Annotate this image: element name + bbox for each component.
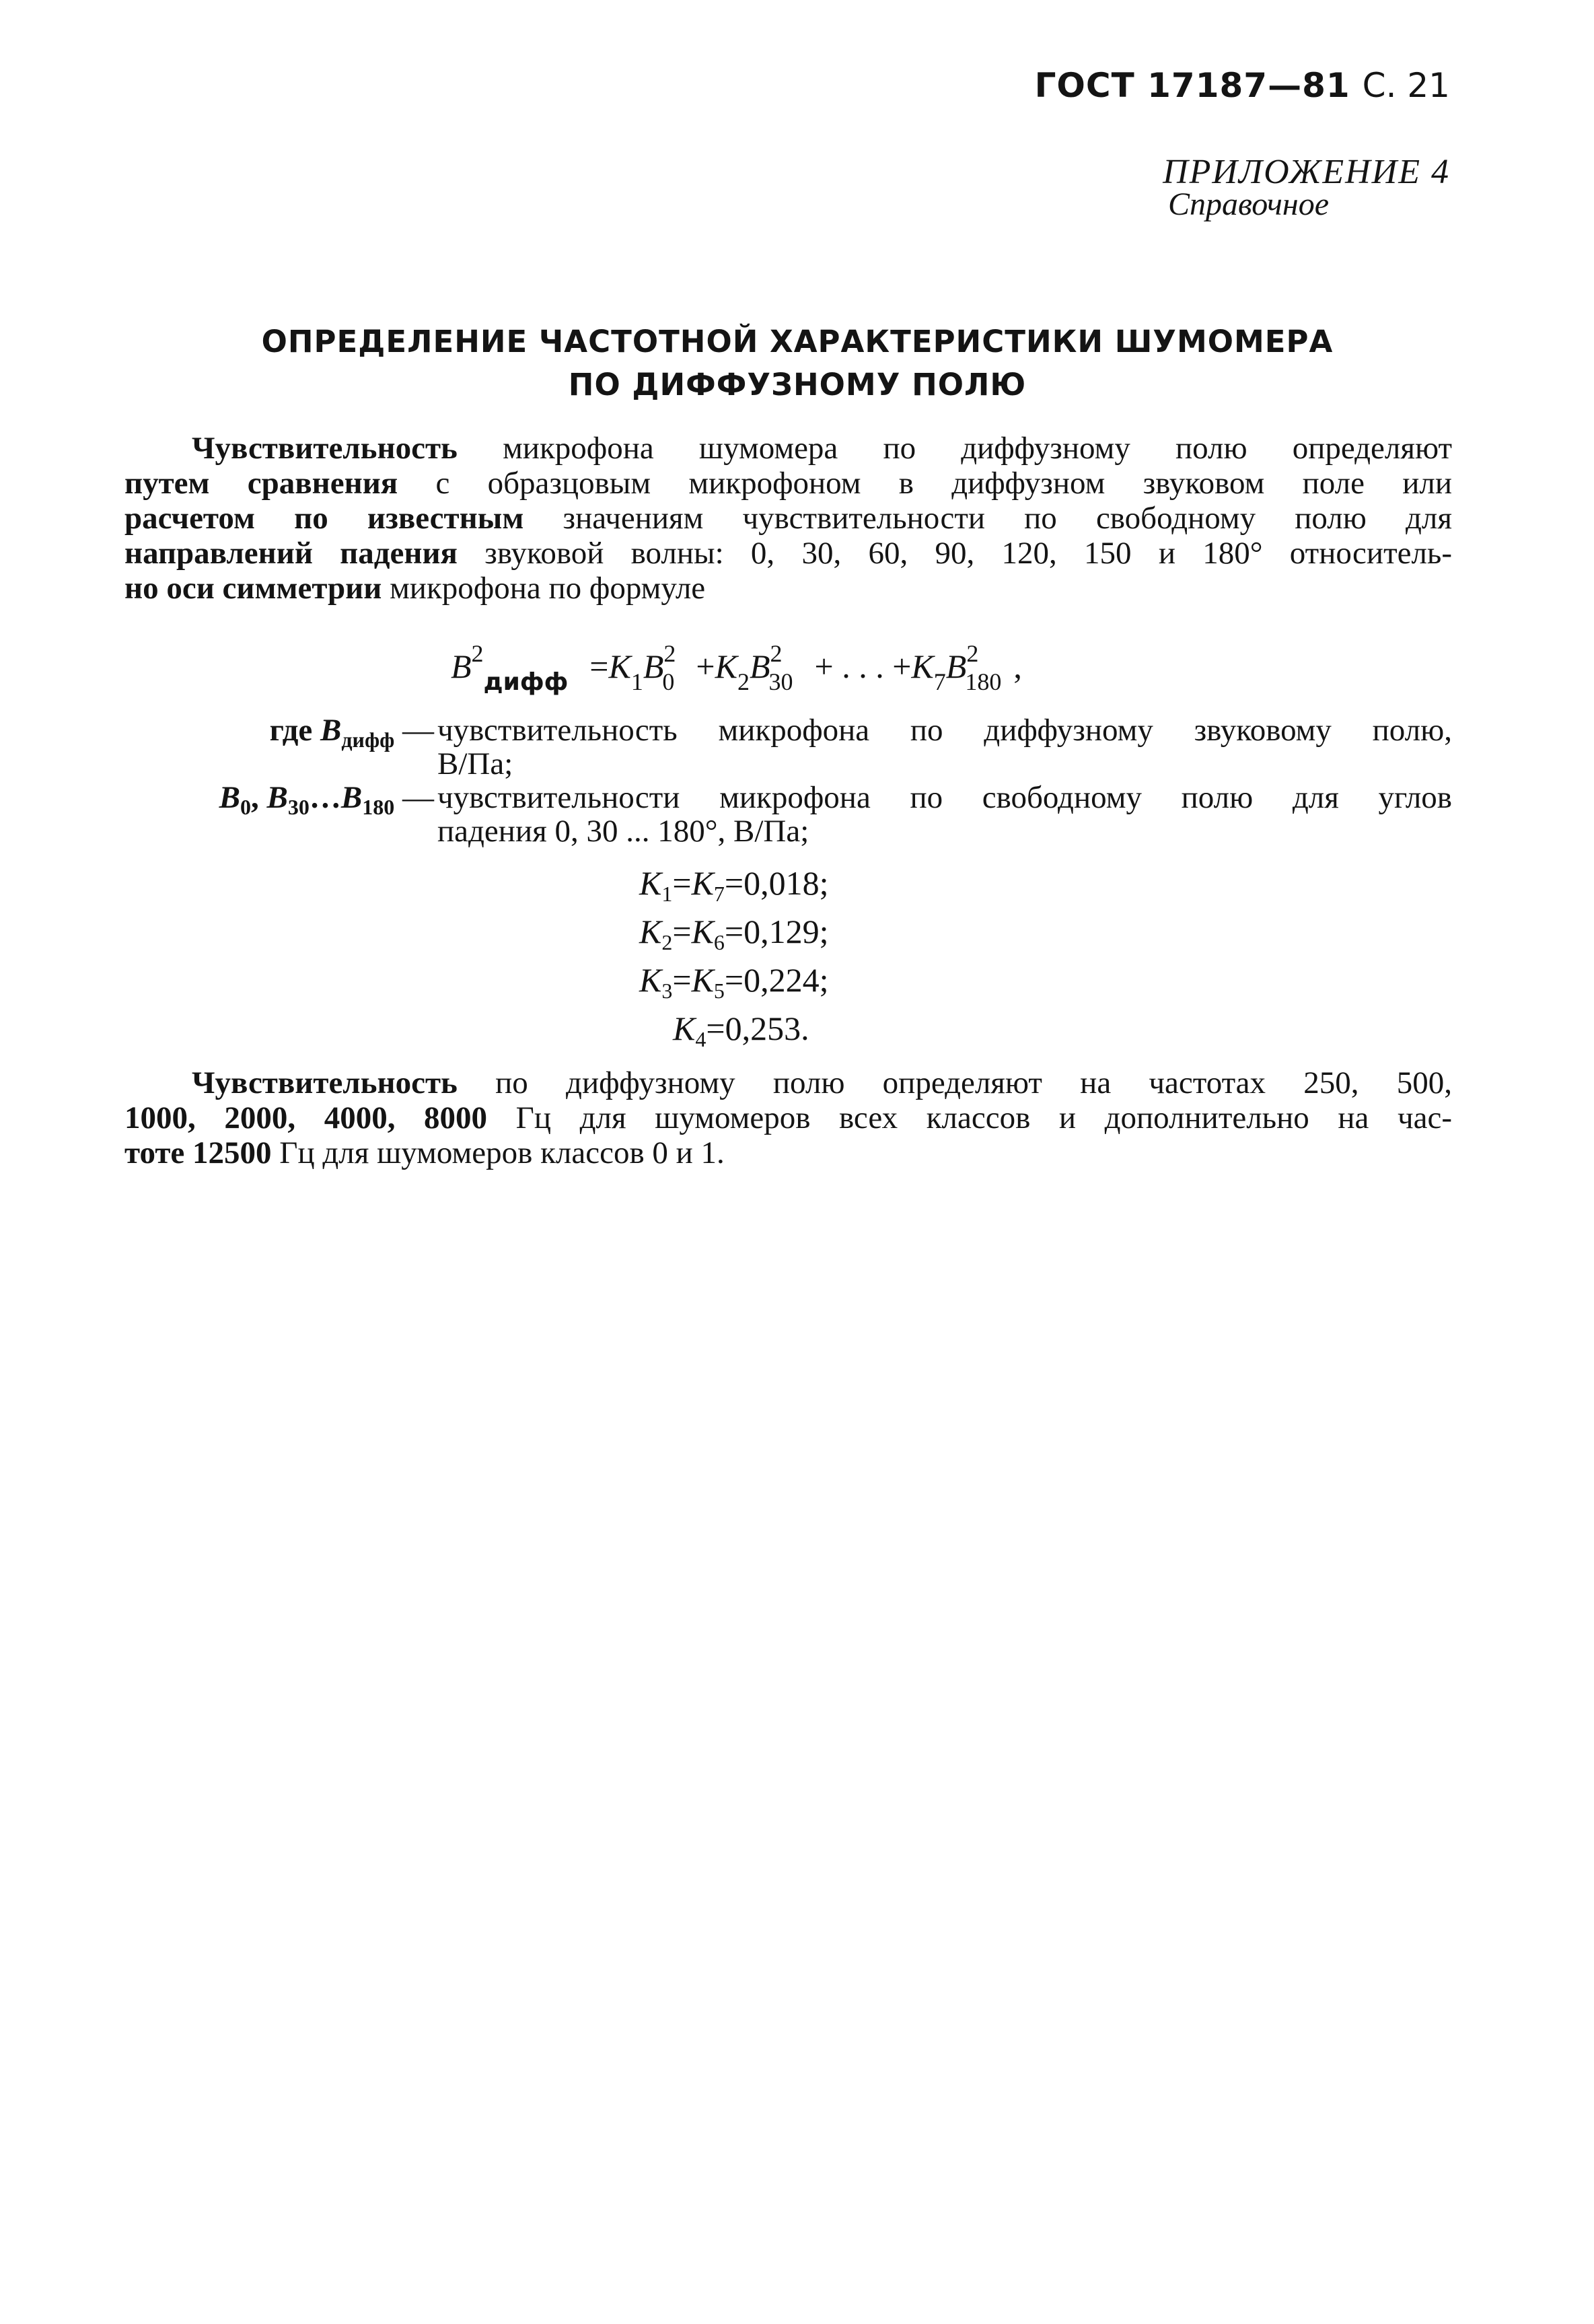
formula-symbol: B — [945, 647, 967, 685]
term-dash: — — [394, 780, 434, 815]
formula-exponent: 2 — [471, 640, 484, 667]
coefficient-k1-k7 — [639, 864, 829, 906]
coefficient-value: 0,224; — [744, 961, 829, 999]
paragraph-line — [124, 501, 1452, 536]
line-text: звуковой волны: 0, 30, 60, 90, 120, 150 и 180° относитель- — [458, 536, 1453, 571]
equals-sign: = — [672, 961, 692, 999]
definitions — [124, 713, 1452, 848]
bold-term: направлений падения — [124, 536, 458, 571]
k-symbol: K — [691, 864, 714, 902]
formula-subscript: дифф — [483, 668, 569, 696]
coefficient-value: 0,253. — [725, 1010, 809, 1047]
description-line: чувствительности микрофона по свободному полю для углов — [437, 780, 1452, 815]
standard-number: ГОСТ 17187—81 — [1034, 66, 1350, 105]
paragraph-line — [124, 1135, 1452, 1170]
term-subscript: дифф — [341, 728, 395, 752]
line-text: микрофона по формуле — [382, 571, 706, 606]
equals-sign: = — [672, 913, 692, 950]
k-symbol: K — [673, 1010, 696, 1047]
line-text: значениям чувствительности по свободному полю для — [523, 501, 1453, 536]
k-symbol: K — [639, 864, 662, 902]
formula-operator: + — [696, 647, 715, 685]
equals-sign: = — [672, 864, 692, 902]
formula-exponent: 2 — [663, 640, 676, 667]
term-separator: , — [251, 780, 267, 815]
intro-paragraph — [124, 431, 1452, 606]
paragraph-line — [124, 1100, 1452, 1135]
formula-exponent: 2 — [966, 640, 979, 667]
page-header — [1009, 66, 1450, 105]
description-line: падения 0, 30 ... 180°, В/Па; — [437, 814, 809, 849]
description-line: В/Па; — [437, 746, 513, 781]
coefficient-k4 — [673, 1009, 809, 1051]
formula-subscript: 180 — [965, 668, 1002, 695]
formula-operator: + . . . + — [814, 647, 912, 685]
formula-exponent: 2 — [770, 640, 783, 667]
k-symbol: K — [691, 961, 714, 999]
bold-term: 1000, 2000, 4000, 8000 — [124, 1100, 488, 1135]
annex-subtitle: Справочное — [1168, 186, 1329, 222]
k-subscript: 3 — [661, 979, 673, 1003]
term-ellipsis: … — [309, 780, 341, 815]
term-subscript: 30 — [287, 795, 310, 819]
formula-comma: , — [1013, 647, 1022, 685]
formula-subscript: 2 — [737, 668, 750, 695]
equals-sign: = — [706, 1010, 725, 1047]
k-subscript: 4 — [695, 1027, 707, 1051]
formula-symbol: K — [608, 647, 631, 685]
paragraph-line — [124, 571, 1452, 606]
k-symbol: K — [639, 961, 662, 999]
definition-description — [437, 781, 1452, 848]
where-word: где — [269, 713, 313, 748]
k-subscript: 6 — [713, 930, 725, 954]
paragraph-line — [124, 536, 1452, 571]
frequency-paragraph — [124, 1065, 1452, 1170]
line-text: по диффузному полю определяют на частотах 250, 500, — [457, 1065, 1452, 1100]
k-symbol: K — [691, 913, 714, 950]
term-symbol: B — [266, 780, 288, 815]
definition-b-diff — [124, 713, 1452, 781]
definition-b-angles — [124, 781, 1452, 848]
paragraph-line — [124, 1065, 1452, 1100]
page-number: С. 21 — [1362, 66, 1450, 105]
definition-term — [124, 713, 434, 750]
formula-subscript: 0 — [662, 668, 675, 695]
bold-term: Чувствительность — [192, 1065, 458, 1100]
equals-sign: = — [724, 864, 744, 902]
k-subscript: 2 — [661, 930, 673, 954]
term-symbol: B — [340, 780, 363, 815]
formula-symbol: B — [643, 647, 664, 685]
equals-sign: = — [724, 913, 744, 950]
definition-description — [437, 713, 1452, 781]
bold-term: но оси симметрии — [124, 571, 382, 606]
bold-term: Чувствительность — [192, 431, 458, 466]
term-subscript: 180 — [362, 795, 395, 819]
term-symbol: B — [219, 780, 241, 815]
line-text: Гц для шумомеров классов 0 и 1. — [271, 1135, 725, 1170]
formula-subscript: 1 — [630, 668, 643, 695]
coefficient-value: 0,129; — [744, 913, 829, 950]
k-subscript: 5 — [713, 979, 725, 1003]
document-title — [202, 320, 1393, 407]
bold-term: расчетом по известным — [124, 501, 524, 536]
line-text: с образцовым микрофоном в диффузном звуковом поле или — [398, 466, 1453, 501]
coefficient-k2-k6 — [639, 912, 829, 954]
equals-sign: = — [724, 961, 744, 999]
bold-term: тоте 12500 — [124, 1135, 272, 1170]
paragraph-line — [124, 431, 1452, 466]
coefficient-value: 0,018; — [744, 864, 829, 902]
description-line: чувствительность микрофона по диффузному звуковому полю, — [437, 713, 1452, 748]
line-text: Гц для шумомеров всех классов и дополнительно на час- — [487, 1100, 1452, 1135]
formula-symbol: B — [451, 647, 472, 685]
formula-subscript: 7 — [933, 668, 946, 695]
formula-subscript: 30 — [768, 668, 793, 695]
paragraph-line — [124, 466, 1452, 501]
formula-symbol: K — [715, 647, 737, 685]
term-symbol: B — [320, 713, 342, 748]
title-line-2: ПО ДИФФУЗНОМУ ПОЛЮ — [568, 367, 1027, 402]
diffuse-sensitivity-formula — [451, 639, 1022, 697]
k-subscript: 7 — [713, 882, 725, 906]
coefficient-k3-k5 — [639, 960, 829, 1003]
bold-term: путем сравнения — [124, 466, 398, 501]
term-subscript: 0 — [240, 795, 252, 819]
annex-label: ПРИЛОЖЕНИЕ 4 — [1163, 153, 1450, 191]
k-symbol: K — [639, 913, 662, 950]
definition-term — [124, 781, 434, 817]
k-subscript: 1 — [661, 882, 673, 906]
line-text: микрофона шумомера по диффузному полю определяют — [457, 431, 1452, 466]
title-line-1: ОПРЕДЕЛЕНИЕ ЧАСТОТНОЙ ХАРАКТЕРИСТИКИ ШУМОМЕРА — [261, 324, 1334, 359]
term-dash: — — [394, 713, 434, 748]
formula-operator: = — [589, 647, 609, 685]
formula-symbol: K — [911, 647, 934, 685]
formula-symbol: B — [749, 647, 770, 685]
